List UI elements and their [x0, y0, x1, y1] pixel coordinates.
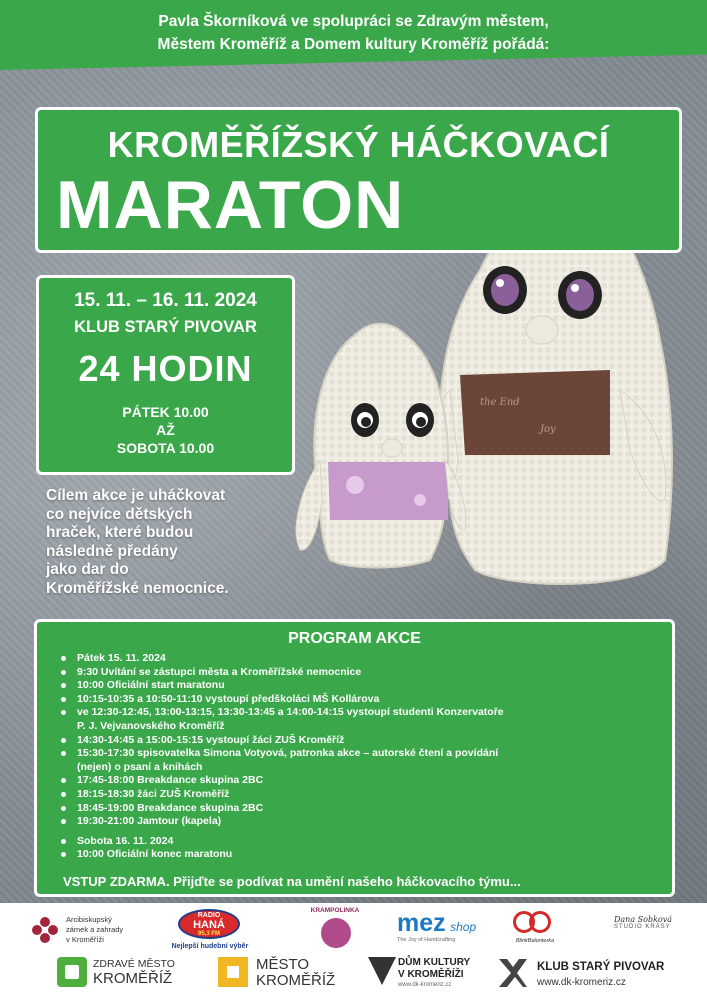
culture-line1: DŮM KULTURY: [398, 957, 471, 968]
dana-sobkova-logo: [614, 915, 684, 949]
event-dates: 15. 11. – 16. 11. 2024: [74, 290, 257, 311]
radio-slogan: Nejlepší hudební výběr: [171, 943, 249, 950]
culture-house-icon: [368, 957, 396, 985]
healthy-city-line1: ZDRAVÉ MĚSTO: [93, 958, 175, 970]
culture-line2: V KROMĚŘÍŽI: [398, 969, 464, 980]
flower-icon: [30, 915, 60, 945]
program-item: 10:00 Oficiální konec maratonu: [61, 848, 661, 862]
city-line2: KROMĚŘÍŽ: [256, 972, 336, 989]
healthy-city-icon: [57, 957, 87, 987]
mez-shop-logo: [397, 909, 487, 949]
balloon-name: BlinkBalonterka: [515, 938, 555, 944]
goal-line: Cílem akce je uháčkovat: [46, 487, 226, 504]
title-line-2: MARATON: [56, 167, 405, 243]
event-end: SOBOTA 10.00: [116, 440, 215, 456]
mez-shop-label: shop: [450, 920, 477, 934]
city-logo: [218, 955, 358, 991]
organizer-line-2: Městem Kroměříž a Domem kultury Kroměříž pořádá:: [157, 36, 550, 53]
city-icon: [218, 957, 248, 987]
program-title: PROGRAM AKCE: [288, 630, 421, 647]
event-duration: 24 HODIN: [78, 348, 253, 389]
program-item: 10:15-10:35 a 10:50-11:10 vystoupí předškoláci MŠ Kollárova: [61, 693, 661, 707]
ring-icon: [529, 911, 551, 933]
culture-house-logo: [368, 955, 488, 999]
archbishop-line: zámek a zahrady: [66, 925, 124, 934]
program-item: 18:45-19:00 Breakdance skupina 2BC: [61, 802, 661, 816]
goal-text: [46, 487, 306, 598]
program-item: 10:00 Oficiální start maratonu: [61, 679, 661, 693]
title-box: [35, 107, 682, 253]
yarn-ball-icon: [321, 918, 351, 948]
mez-tagline: The Joy of Handcrafting: [397, 937, 456, 943]
archbishop-line: v Kroměříži: [66, 935, 104, 944]
program-item: Pátek 15. 11. 2024: [61, 652, 661, 666]
radio-label: RADIO: [197, 912, 221, 919]
dana-name: Dana Sobková: [614, 915, 673, 924]
krampolinka-name: KRAMPOLINKA: [310, 907, 360, 914]
svg-text:Joy: Joy: [540, 424, 556, 435]
svg-text:the End: the End: [480, 397, 520, 408]
program-item: 17:45-18:00 Breakdance skupina 2BC: [61, 774, 661, 788]
brewery-name: KLUB STARÝ PIVOVAR: [537, 961, 665, 973]
culture-url: www.dk-kromeriz.cz: [398, 982, 452, 988]
radio-frequency: 95,3 FM: [197, 931, 220, 937]
program-item: Sobota 16. 11. 2024: [61, 835, 661, 849]
archbishop-line: Arcibiskupský: [66, 915, 112, 924]
event-start: PÁTEK 10.00: [122, 404, 209, 420]
program-item: 18:15-18:30 žáci ZUŠ Kroměříž: [61, 788, 661, 802]
radio-name: HANÁ: [193, 919, 225, 931]
header-band: [0, 0, 707, 70]
healthy-city-logo: [57, 955, 197, 991]
program-item-continuation: P. J. Vejvanovského Kroměříž: [77, 719, 225, 732]
program-item: ve 12:30-12:45, 13:00-13:15, 13:30-13:45 a 14:00-14:15 vystoupí studenti Konzervatoře: [61, 706, 661, 720]
program-list: [61, 652, 661, 862]
program-item: 9:30 Uvítání se zástupci města a Kroměřížské nemocnice: [61, 666, 661, 680]
sponsor-logos: [0, 903, 707, 1000]
program-item: 15:30-17:30 spisovatelka Simona Votyová, patronka akce – autorské čtení a povídání: [61, 747, 661, 761]
free-entry-text: VSTUP ZDARMA. Přijďte se podívat na umění našeho háčkovacího týmu...: [63, 874, 521, 889]
program-item: 19:30-21:00 Jamtour (kapela): [61, 815, 661, 829]
goal-line: hraček, které budou: [46, 524, 194, 541]
brewery-logo: [497, 955, 697, 999]
dana-studio: STUDIO KRÁSY: [614, 924, 671, 930]
brewery-x-icon: [497, 957, 529, 989]
program-item: 14:30-14:45 a 15:00-15:15 vystoupí žáci ZUŠ Kroměříž: [61, 734, 661, 748]
event-venue: KLUB STARÝ PIVOVAR: [74, 318, 257, 336]
city-line1: MĚSTO: [256, 956, 310, 973]
balloon-logo: [505, 911, 565, 951]
goal-line: co nejvíce dětských: [46, 505, 193, 523]
radio-hana-logo: [160, 909, 260, 955]
event-until: AŽ: [156, 422, 175, 438]
mez-name: mez: [397, 909, 446, 937]
organizer-line-1: Pavla Škorníková ve spolupráci se Zdravým městem,: [158, 13, 549, 30]
event-info-box: [36, 275, 295, 475]
krampolinka-logo: [305, 907, 365, 955]
goal-line: Kroměřížské nemocnice.: [46, 579, 229, 597]
title-line-1: KROMĚŘÍŽSKÝ HÁČKOVACÍ: [107, 124, 610, 165]
archbishop-logo: [30, 915, 124, 950]
program-item-continuation: (nejen) o psaní a knihách: [77, 760, 203, 773]
healthy-city-line2: KROMĚŘÍŽ: [93, 970, 173, 987]
program-box: [34, 619, 675, 897]
goal-line: jako dar do: [46, 561, 129, 578]
goal-line: následně předány: [46, 542, 178, 560]
brewery-url: www.dk-kromeriz.cz: [537, 977, 626, 988]
